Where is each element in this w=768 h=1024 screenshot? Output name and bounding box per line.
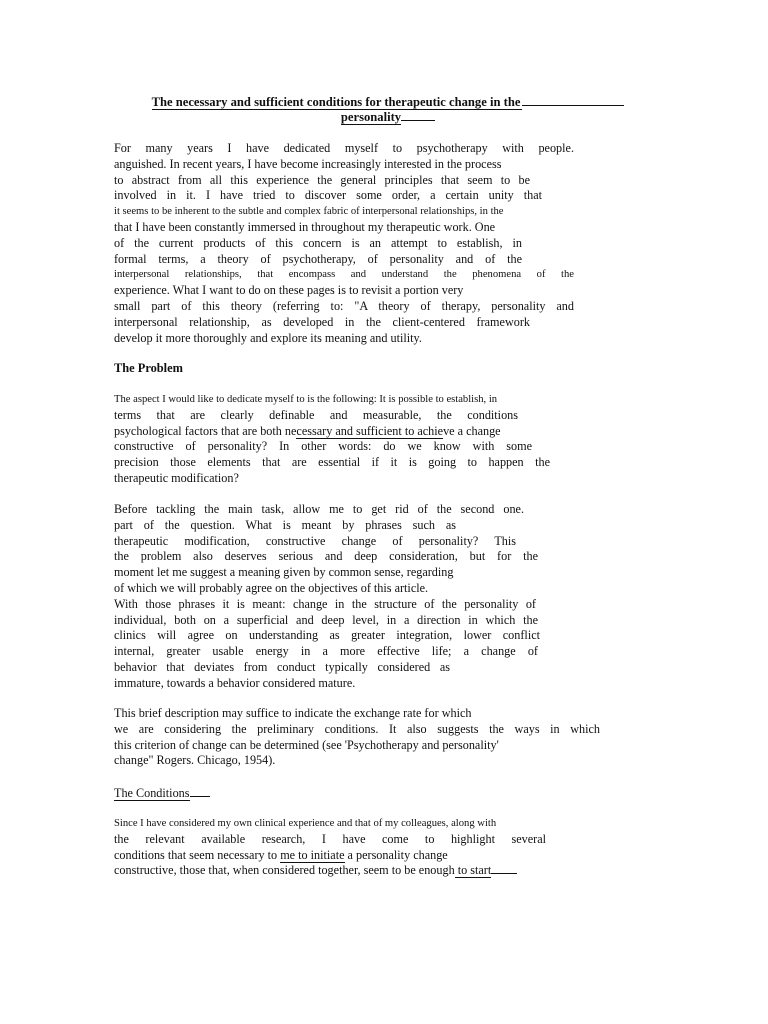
- intro-paragraph: [114, 141, 574, 346]
- title-line-2: personality: [340, 110, 402, 124]
- conditions-line: conditions that seem necessary to me to initiate a personality change: [114, 847, 448, 862]
- title-line-1: The necessary and sufficient conditions for therapeutic change in the: [151, 95, 521, 109]
- problem-line: we are considering the preliminary conditions. It also suggests the ways in which: [114, 721, 600, 736]
- problem-line: therapeutic modification?: [114, 470, 239, 485]
- heading-the-problem: The Problem: [114, 361, 183, 375]
- problem-line: With those phrases it is meant: change in the structure of the personality of: [114, 596, 536, 611]
- problem-line: moment let me suggest a meaning given by common sense, regarding: [114, 565, 454, 580]
- intro-line: formal terms, a theory of psychotherapy, of personality and of the: [114, 251, 522, 266]
- problem-line: of which we will probably agree on the objectives of this article.: [114, 580, 429, 595]
- heading-the-conditions: The Conditions: [114, 786, 210, 801]
- problem-line: terms that are clearly definable and measurable, the conditions: [114, 407, 518, 422]
- intro-line: experience. What I want to do on these pages is to revisit a portion very: [114, 283, 464, 298]
- problem-line: change" Rogers. Chicago, 1954).: [114, 753, 276, 768]
- intro-line: to abstract from all this experience the general principles that seem to be: [114, 172, 530, 187]
- intro-line: For many years I have dedicated myself to psychotherapy with people.: [114, 141, 574, 155]
- problem-line: internal, greater usable energy in a more effective life; a change of: [114, 644, 538, 659]
- document-title: [138, 95, 638, 125]
- intro-line: small part of this theory (referring to: "A theory of therapy, personality and: [114, 298, 574, 313]
- intro-line: it seems to be inherent to the subtle and complex fabric of interpersonal relationships, in the: [114, 206, 504, 218]
- problem-paragraph-2: [114, 502, 574, 692]
- problem-line: part of the question. What is meant by phrases such as: [114, 517, 456, 532]
- problem-paragraph-1: [114, 392, 574, 487]
- intro-line: that I have been constantly immersed in throughout my therapeutic work. One: [114, 219, 496, 234]
- intro-line: interpersonal relationships, that encompass and understand the phenomena of the: [114, 269, 574, 281]
- problem-line: therapeutic modification, constructive change of personality? This: [114, 533, 516, 548]
- intro-line: interpersonal relationship, as developed in the client-centered framework: [114, 314, 530, 329]
- problem-line: psychological factors that are both necessary and sufficient to achieve a change: [114, 423, 501, 438]
- conditions-line: Since I have considered my own clinical experience and that of my colleagues, along with: [114, 818, 497, 829]
- problem-line: individual, both on a superficial and deep level, in a direction in which the: [114, 612, 538, 627]
- conditions-paragraph: [114, 816, 574, 879]
- problem-line: the problem also deserves serious and deep consideration, but for the: [114, 549, 538, 564]
- problem-line: this criterion of change can be determined (see 'Psychotherapy and personality': [114, 737, 499, 752]
- conditions-line: the relevant available research, I have come to highlight several: [114, 831, 546, 846]
- intro-line: anguished. In recent years, I have become increasingly interested in the process: [114, 156, 502, 171]
- conditions-line: constructive, those that, when considered together, seem to be enough to start: [114, 863, 574, 879]
- problem-line: The aspect I would like to dedicate myself to is the following: It is possible to establish, in: [114, 394, 498, 405]
- problem-line: behavior that deviates from conduct typically considered as: [114, 659, 450, 674]
- intro-line: of the current products of this concern is an attempt to establish, in: [114, 235, 522, 250]
- problem-line: This brief description may suffice to indicate the exchange rate for which: [114, 706, 472, 720]
- problem-line: precision those elements that are essential if it is going to happen the: [114, 455, 550, 470]
- intro-line: develop it more thoroughly and explore its meaning and utility.: [114, 330, 422, 345]
- problem-line: immature, towards a behavior considered mature.: [114, 675, 356, 690]
- problem-line: Before tackling the main task, allow me to get rid of the second one.: [114, 502, 524, 516]
- intro-line: involved in it. I have tried to discover some order, a certain unity that: [114, 188, 542, 203]
- problem-paragraph-3: [114, 706, 600, 769]
- problem-line: constructive of personality? In other words: do we know with some: [114, 439, 532, 454]
- problem-line: clinics will agree on understanding as greater integration, lower conflict: [114, 628, 540, 643]
